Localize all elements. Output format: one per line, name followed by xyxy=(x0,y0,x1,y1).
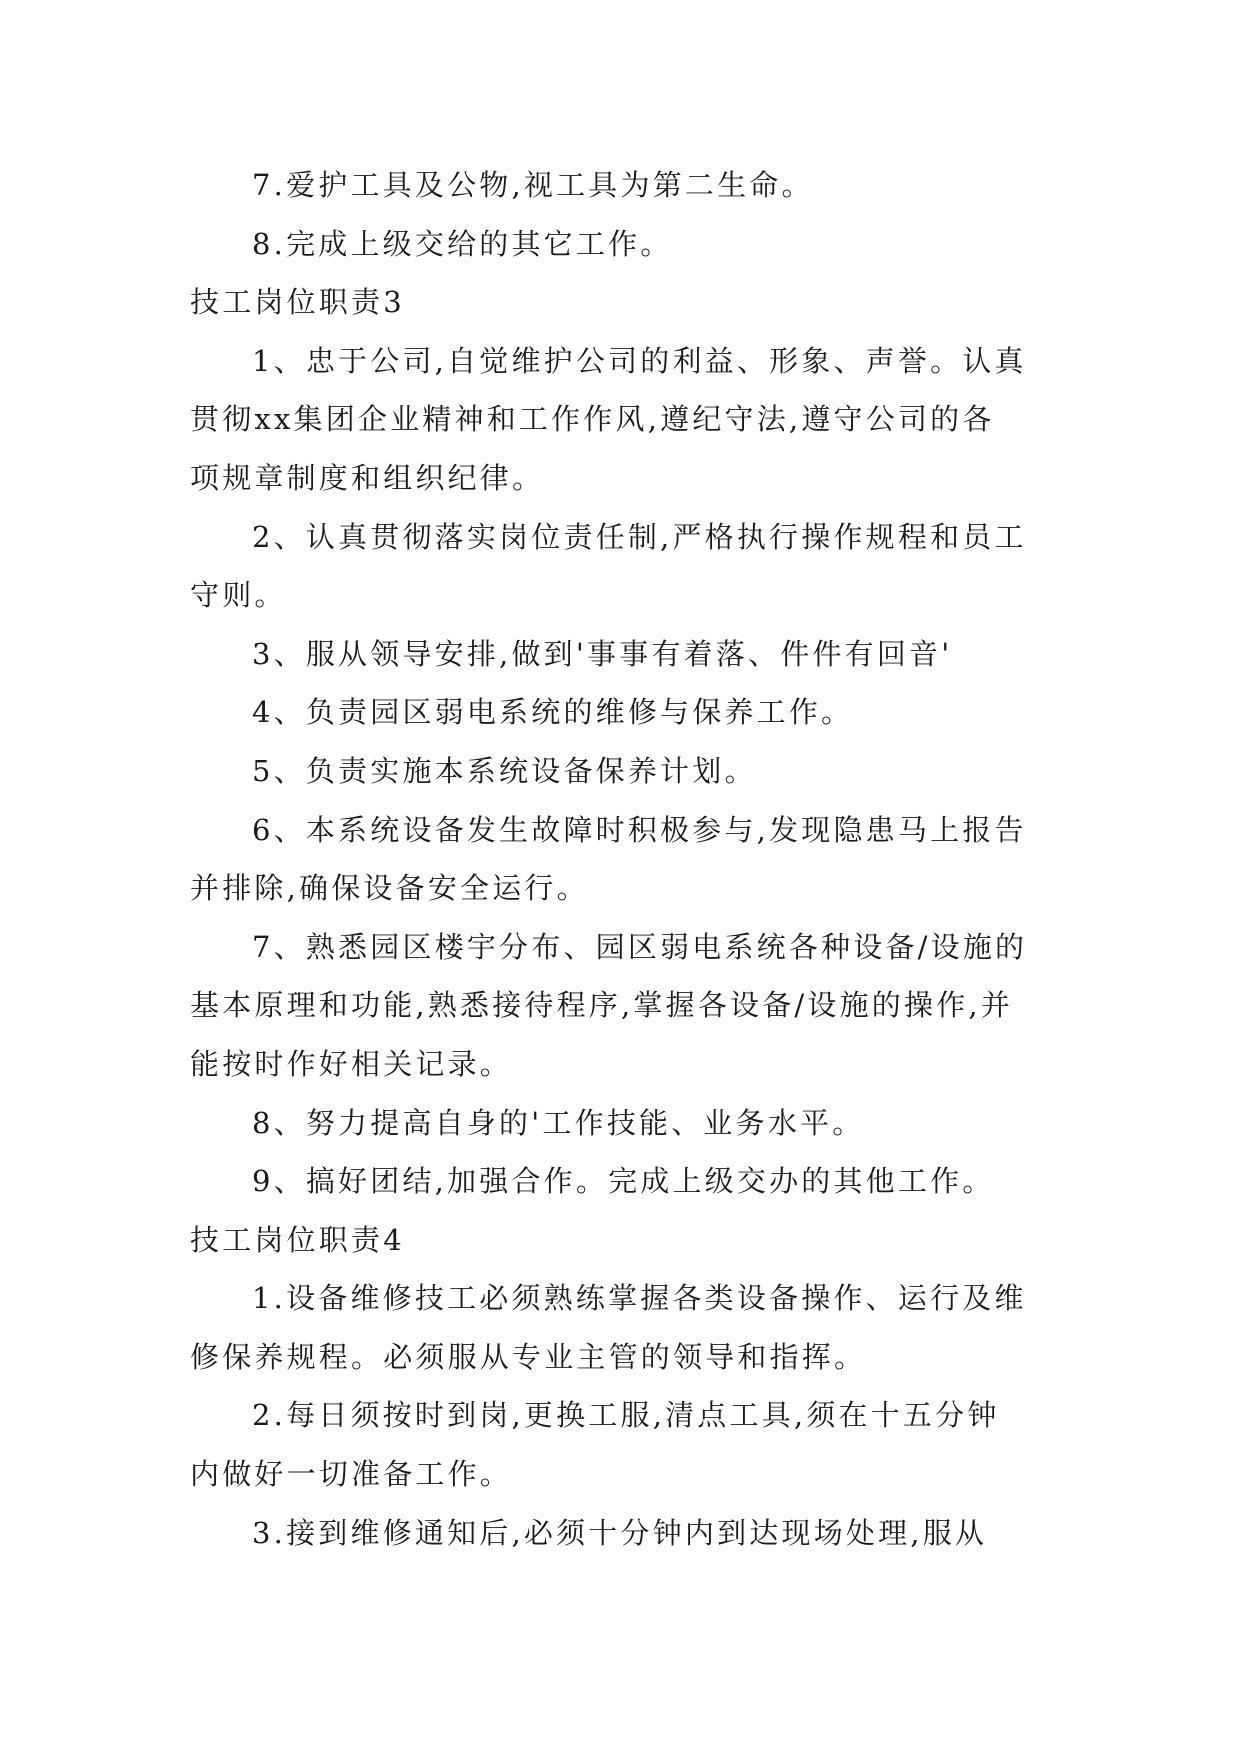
list-item: 7、熟悉园区楼宇分布、园区弱电系统各种设备/设施的 xyxy=(252,929,1028,964)
paragraph-line: 守则。 xyxy=(190,578,287,613)
paragraph-line: 项规章制度和组织纪律。 xyxy=(190,460,545,495)
paragraph-line: 修保养规程。必须服从专业主管的领导和指挥。 xyxy=(190,1339,867,1374)
list-item: 2、认真贯彻落实岗位责任制,严格执行操作规程和员工 xyxy=(252,519,1027,554)
list-item: 3.接到维修通知后,必须十分钟内到达现场处理,服从 xyxy=(252,1515,988,1550)
paragraph-line: 并排除,确保设备安全运行。 xyxy=(190,871,589,906)
list-item: 5、负责实施本系统设备保养计划。 xyxy=(252,753,757,788)
list-item: 1.设备维修技工必须熟练掌握各类设备操作、运行及维 xyxy=(252,1281,1027,1316)
document-body xyxy=(190,156,1050,1562)
paragraph-line: 贯彻xx集团企业精神和工作作风,遵纪守法,遵守公司的各 xyxy=(190,402,995,437)
paragraph-line: 基本原理和功能,熟悉接待程序,掌握各设备/设施的操作,并 xyxy=(190,988,1014,1023)
list-item: 1、忠于公司,自觉维护公司的利益、形象、声誉。认真 xyxy=(252,343,1027,378)
list-item: 6、本系统设备发生故障时积极参与,发现隐患马上报告 xyxy=(252,812,1027,847)
list-item: 3、服从领导安排,做到'事事有着落、件件有回音' xyxy=(252,636,953,671)
list-item: 7.爱护工具及公物,视工具为第二生命。 xyxy=(252,168,814,202)
list-item: 2.每日须按时到岗,更换工服,清点工具,须在十五分钟 xyxy=(252,1398,1000,1433)
paragraph-line: 内做好一切准备工作。 xyxy=(190,1457,513,1492)
section-heading: 技工岗位职责4 xyxy=(190,1222,405,1257)
list-item: 8.完成上级交给的其它工作。 xyxy=(252,226,673,261)
list-item: 4、负责园区弱电系统的维修与保养工作。 xyxy=(252,695,854,730)
list-item: 8、努力提高自身的'工作技能、业务水平。 xyxy=(252,1105,865,1140)
section-heading: 技工岗位职责3 xyxy=(190,285,405,320)
paragraph-line: 能按时作好相关记录。 xyxy=(190,1046,513,1081)
list-item: 9、搞好团结,加强合作。完成上级交办的其他工作。 xyxy=(252,1164,995,1199)
